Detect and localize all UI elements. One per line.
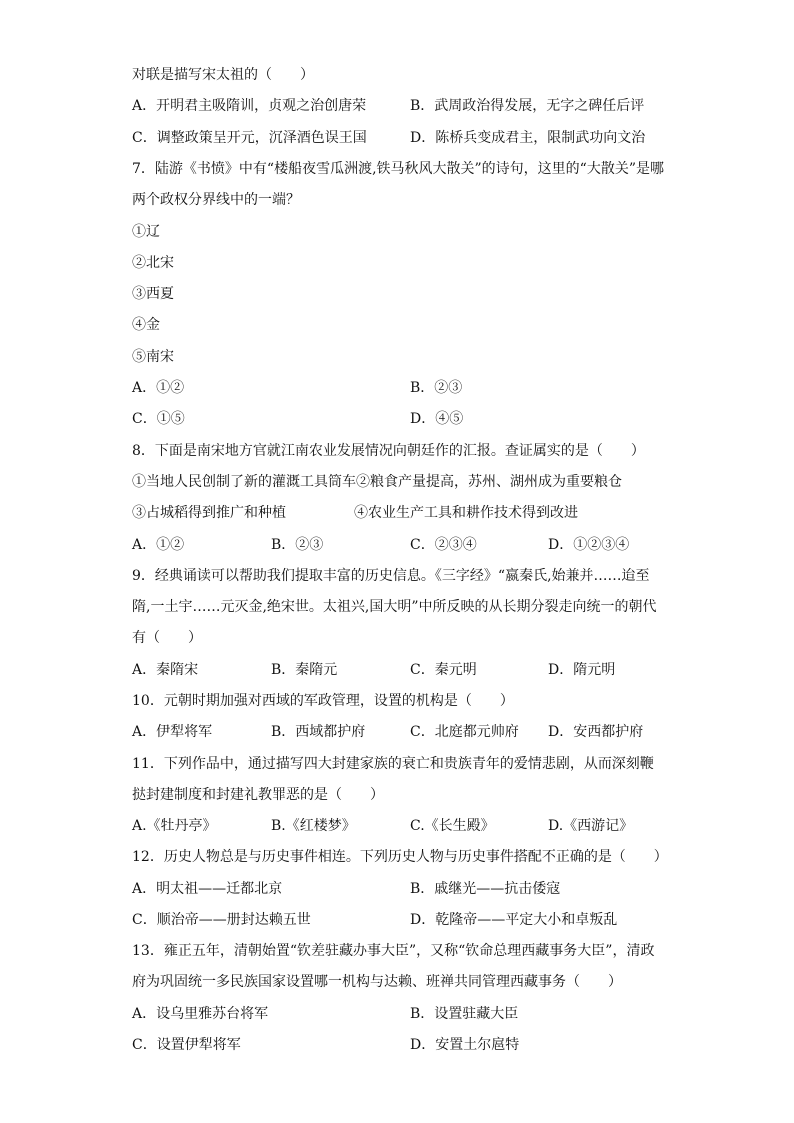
- q8-item-3: ③占城稻得到推广和种植: [132, 505, 286, 521]
- q6-option-c: C．调整政策呈开元，沉泽酒色误王国: [132, 130, 367, 146]
- q8-option-d: D．①②③④: [548, 537, 630, 553]
- q10-option-b: B．西域都护府: [271, 724, 366, 740]
- q6-stem-tail: 对联是描写宋太祖的（ ）: [132, 67, 314, 83]
- q8-item-12: ①当地人民创制了新的灌溉工具筒车②粮食产量提高，苏州、湖州成为重要粮仓: [132, 474, 622, 490]
- q11-option-c: C.《长生殿》: [410, 818, 495, 834]
- q12-option-d: D．乾隆帝——平定大小和卓叛乱: [410, 912, 618, 928]
- q8-option-b: B．②③: [271, 537, 324, 553]
- q13-option-b: B．设置驻藏大臣: [410, 1006, 519, 1022]
- q10-option-d: D．安西都护府: [548, 724, 644, 740]
- q13-option-d: D．安置土尔扈特: [410, 1037, 520, 1053]
- q12-option-b: B．戚继光——抗击倭寇: [410, 881, 561, 897]
- q7-item-2: ②北宋: [132, 255, 174, 271]
- q8-option-a: A．①②: [132, 537, 185, 553]
- q7-option-a: A．①②: [132, 380, 185, 396]
- q7-item-1: ①辽: [132, 224, 160, 240]
- q9-option-d: D．隋元明: [548, 662, 616, 678]
- q6-option-d: D．陈桥兵变成君主，限制武功向文治: [410, 130, 646, 146]
- q9-option-a: A．秦隋宋: [132, 662, 199, 678]
- q9-stem-line1: 9．经典诵读可以帮助我们提取丰富的历史信息。《三字经》“嬴秦氏,始兼并……迨至: [132, 568, 650, 584]
- q13-option-c: C．设置伊犁将军: [132, 1037, 241, 1053]
- q13-stem-line1: 13．雍正五年，清朝始置“钦差驻藏办事大臣”，又称“钦命总理西藏事务大臣”，清政: [132, 943, 655, 959]
- q12-stem: 12．历史人物总是与历史事件相连。下列历史人物与历史事件搭配不正确的是（ ）: [132, 849, 668, 865]
- q12-option-c: C．顺治帝——册封达赖五世: [132, 912, 311, 928]
- q6-option-a: A．开明君主吸隋训，贞观之治创唐荣: [132, 98, 367, 114]
- q7-option-c: C．①⑤: [132, 411, 185, 427]
- q13-stem-line2: 府为巩固统一多民族国家设置哪一机构与达赖、班禅共同管理西藏事务（ ）: [132, 974, 622, 990]
- q12-option-a: A．明太祖——迁都北京: [132, 881, 283, 897]
- q7-option-b: B．②③: [410, 380, 463, 396]
- q8-stem: 8．下面是南宋地方官就江南农业发展情况向朝廷作的汇报。查证属实的是（ ）: [132, 443, 645, 459]
- q10-option-a: A．伊犁将军: [132, 724, 213, 740]
- q11-option-d: D.《西游记》: [548, 818, 634, 834]
- q11-option-a: A.《牡丹亭》: [132, 818, 217, 834]
- q6-option-b: B．武周政治得发展，无字之碑任后评: [410, 98, 645, 114]
- q11-stem-line1: 11．下列作品中，通过描写四大封建家族的衰亡和贵族青年的爱情悲剧，从而深刻鞭: [132, 756, 654, 772]
- q7-item-4: ④金: [132, 317, 160, 333]
- q7-option-d: D．④⑤: [410, 411, 464, 427]
- q11-option-b: B.《红楼梦》: [271, 818, 356, 834]
- q9-option-c: C．秦元明: [410, 662, 477, 678]
- q10-option-c: C．北庭都元帅府: [410, 724, 519, 740]
- q7-stem-line2: 两个政权分界线中的一端？: [132, 192, 300, 208]
- q7-item-5: ⑤南宋: [132, 349, 174, 365]
- q8-item-4: ④农业生产工具和耕作技术得到改进: [354, 505, 578, 521]
- q13-option-a: A．设乌里雅苏台将军: [132, 1006, 269, 1022]
- q9-stem-line2: 隋,一土宇……元灭金,绝宋世。太祖兴,国大明”中所反映的从长期分裂走向统一的朝代: [132, 599, 657, 615]
- q7-stem-line1: 7．陆游《书愤》中有“楼船夜雪瓜洲渡,铁马秋风大散关”的诗句，这里的“大散关”是哪: [132, 161, 664, 177]
- q8-option-c: C．②③④: [410, 537, 477, 553]
- q10-stem: 10．元朝时期加强对西域的军政管理，设置的机构是（ ）: [132, 693, 514, 709]
- q9-option-b: B．秦隋元: [271, 662, 338, 678]
- q9-stem-line3: 有（ ）: [132, 630, 202, 646]
- q7-item-3: ③西夏: [132, 286, 174, 302]
- q11-stem-line2: 挞封建制度和封建礼教罪恶的是（ ）: [132, 787, 384, 803]
